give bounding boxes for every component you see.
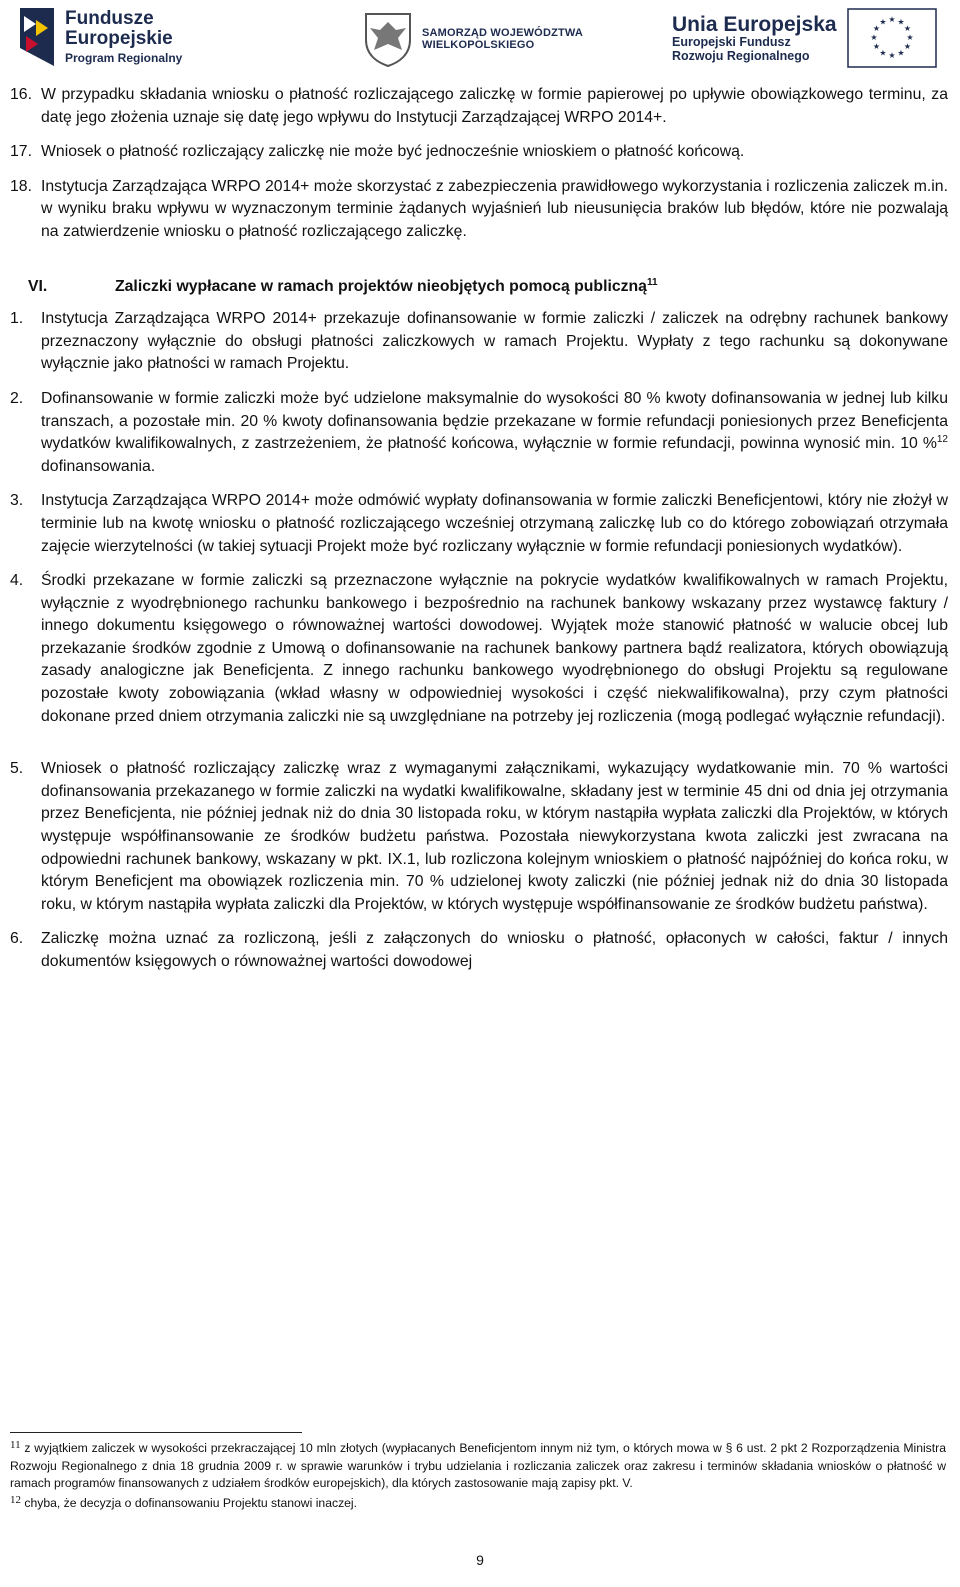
list-item: [10, 570, 948, 728]
logo-fe-line1: Fundusze: [65, 7, 154, 29]
footnote-divider: [10, 1432, 302, 1433]
section-number: VI.: [28, 277, 48, 295]
svg-text:★: ★: [872, 42, 880, 51]
item-text-after: dofinansowania.: [41, 457, 156, 475]
svg-text:★: ★: [905, 33, 914, 42]
footnote: [10, 1495, 946, 1513]
list-item: [10, 84, 948, 129]
unia-europejska-logo: [672, 8, 937, 68]
item-number: 4.: [10, 572, 24, 590]
item-number: 5.: [10, 760, 24, 778]
footnote-text: z wyjątkiem zaliczek w wysokości przekraczającej 10 mln złotych (wypłacanych Beneficjentom innym niż tym, o których mowa w § 6 ust. 2 pkt 2 Rozporządzenia Ministra Rozwoju Regionalnego z dnia 18 grudnia 2009 r. w sprawie warunków i trybu udzielania i rozliczania zaliczek oraz zakresu i terminów składania wniosków o płatność w ramach programów finansowanych z udziałem środków europejskich), dla których zastosowanie mają zapisy pkt. V.: [10, 1441, 946, 1490]
section-title: Zaliczki wypłacane w ramach projektów nieobjętych pomocą publiczną: [115, 277, 647, 295]
footnote-marker: 12: [10, 1493, 21, 1506]
logo-ue-line1: Unia Europejska: [672, 12, 837, 36]
list-item: [10, 928, 948, 973]
list-item: [10, 758, 948, 916]
footnotes: [10, 1440, 946, 1514]
list-item: [10, 388, 948, 478]
eu-flag-icon: [847, 8, 937, 68]
list-item: [10, 308, 948, 376]
svg-text:★: ★: [896, 17, 905, 27]
fundusze-europejskie-emblem-icon: [18, 6, 56, 68]
svg-text:★: ★: [872, 24, 880, 33]
svg-text:★: ★: [887, 51, 896, 60]
page-header: [0, 0, 960, 78]
item-number: 1.: [10, 310, 24, 328]
logo-fe-line2: Europejskie: [65, 28, 173, 50]
footnote: [10, 1440, 946, 1493]
svg-text:★: ★: [887, 15, 896, 24]
item-number: 17.: [10, 143, 32, 161]
item-text: Instytucja Zarządzająca WRPO 2014+ może skorzystać z zabezpieczenia prawidłowego wykorzystania i rozliczenia zaliczek m.in. w wyniku braku wpływu w wyznaczonym terminie żądanych wyjaśnień lub nieusunięcia braków lub błędów, które nie pozwalają na zatwierdzenie wniosku o płatność rozliczającego zaliczkę.: [41, 177, 948, 240]
fundusze-europejskie-logo: [18, 6, 182, 68]
item-text: Wniosek o płatność rozliczający zaliczkę wraz z wymaganymi załącznikami, wykazujący wydatkowanie min. 70 % wartości dofinansowania przekazanego w formie zaliczki na wydatki kwalifikowalne, składany jest w terminie 45 dni od dnia jej otrzymania przez Beneficjenta, nie później jednak niż do dnia 30 listopada roku, w którym nastąpiła wypłata zaliczki dla Projektów, w których występuje współfinansowanie ze środków budżetu państwa. Pozostała niewykorzystana kwota zaliczki jest zwracana na odpowiedni rachunek bankowy, wskazany w pkt. IX.1, lub rozliczona kolejnym wnioskiem o płatność najpóźniej do końca roku, w którym Beneficjent ma obowiązek rozliczenia min. 70 % udzielonej kwoty zaliczki (nie później jednak niż do dnia 30 listopada roku, w którym nastąpiła wypłata zaliczki dla Projektów, w których występuje współfinansowanie ze środków budżetu państwa).: [41, 760, 948, 913]
item-number: 16.: [10, 86, 32, 103]
item-text: Zaliczkę można uznać za rozliczoną, jeśli z załączonych do wniosku o płatność, opłaconych w całości, faktur / innych dokumentów księgowych o równoważnej wartości dowodowej: [41, 930, 948, 970]
item-text-wrap: [41, 388, 948, 478]
item-number: 18.: [10, 177, 32, 195]
svg-text:★: ★: [878, 48, 887, 58]
item-text: Dofinansowanie w formie zaliczki może być udzielone maksymalnie do wysokości 80 % kwoty dofinansowania w jednej lub kilku transzach, a pozostałe min. 20 % kwoty dofinansowania będzie przekazane w formie refundacji poniesionych przez Beneficjenta wydatków kwalifikowalnych, z zastrzeżeniem, że płatność końcowa, wyłącznie w formie refundacji, powinna wynosić min. 10 %: [41, 389, 948, 453]
footnote-ref: 11: [646, 276, 658, 288]
item-text: Wniosek o płatność rozliczający zaliczkę nie może być jednocześnie wnioskiem o płatność końcową.: [41, 143, 745, 161]
item-number: 6.: [10, 930, 24, 948]
list-item: [10, 141, 948, 164]
item-text: W przypadku składania wniosku o płatność rozliczającego zaliczkę w formie papierowej po upływie obowiązkowego terminu, za datę jego złożenia uznaje się datę jego wpływu do Instytucji Zarządzającej WRPO 2014+.: [41, 86, 948, 126]
document-body: [10, 84, 948, 986]
page-number: 9: [476, 1552, 484, 1568]
logo-sw-line2: WIELKOPOLSKIEGO: [422, 39, 535, 51]
footnote-text: chyba, że decyzja o dofinansowaniu Projektu stanowi inaczej.: [24, 1495, 358, 1510]
footnote-marker: 11: [10, 1439, 21, 1451]
svg-text:★: ★: [896, 48, 905, 58]
eagle-crest-icon: [362, 10, 414, 68]
item-text: Instytucja Zarządzająca WRPO 2014+ przekazuje dofinansowanie w formie zaliczki / zaliczek na odrębny rachunek bankowy przeznaczony wyłącznie do obsługi płatności zaliczkowych w ramach Projektu. Wypłaty z tego rachunku są dokonywane wyłącznie jako płatności w ramach Projektu.: [41, 310, 948, 373]
item-text: Instytucja Zarządzająca WRPO 2014+ może odmówić wypłaty dofinansowania w formie zaliczki Beneficjentowi, który nie złożył w terminie lub na kwotę wniosku o płatność rozliczającego wcześniej otrzymaną zaliczkę lub co do którego zobowiązań otrzymała zajęcie wierzytelności (w takiej sytuacji Projekt może być rozliczany wyłącznie w formie refundacji poniesionych wydatków).: [41, 492, 948, 555]
logo-fe-line3: Program Regionalny: [65, 51, 183, 66]
svg-text:★: ★: [903, 42, 911, 51]
item-text: Środki przekazane w formie zaliczki są przeznaczone wyłącznie na pokrycie wydatków kwalifikowalnych w ramach Projektu, wyłącznie z wyodrębnionego rachunku bankowego i bezpośrednio na rachunek bankowy wskazany przez wystawcę faktury / innego dokumentu księgowego o równoważnej wartości dowodowej. Wyjątek może stanowić płatność w walucie obcej lub przekazanie środków zgodnie z Umową o dofinansowanie na rachunek bankowy partnera bądź realizatora, których obowiązują zasady analogiczne jak Beneficjenta. Z innego rachunku bankowego wyodrębnionego do obsługi Projektu są regulowane pozostałe kwoty zobowiązania (wkład własny w odpowiedniej wysokości i część niekwalifikowalna), przy czym płatności dokonane przed dniem otrzymania zaliczki nie są uwzględniane na potrzeby jej rozliczenia (mogą podlegać wyłącznie refundacji).: [41, 572, 948, 725]
list-item: [10, 176, 948, 244]
section-heading: [28, 276, 948, 299]
logo-ue-line3: Rozwoju Regionalnego: [672, 48, 810, 63]
section-title-wrap: [115, 276, 658, 299]
samorzad-wojewodztwa-logo: [362, 10, 583, 68]
list-item: [10, 490, 948, 558]
footnote-ref: 12: [936, 434, 948, 446]
item-number: 2.: [10, 389, 24, 407]
svg-text:★: ★: [903, 24, 911, 33]
svg-text:★: ★: [869, 33, 878, 42]
logo-sw-line1: SAMORZĄD WOJEWÓDZTWA: [422, 26, 584, 39]
item-number: 3.: [10, 492, 24, 510]
svg-text:★: ★: [878, 17, 887, 27]
logo-ue-line2: Europejski Fundusz: [672, 34, 791, 49]
